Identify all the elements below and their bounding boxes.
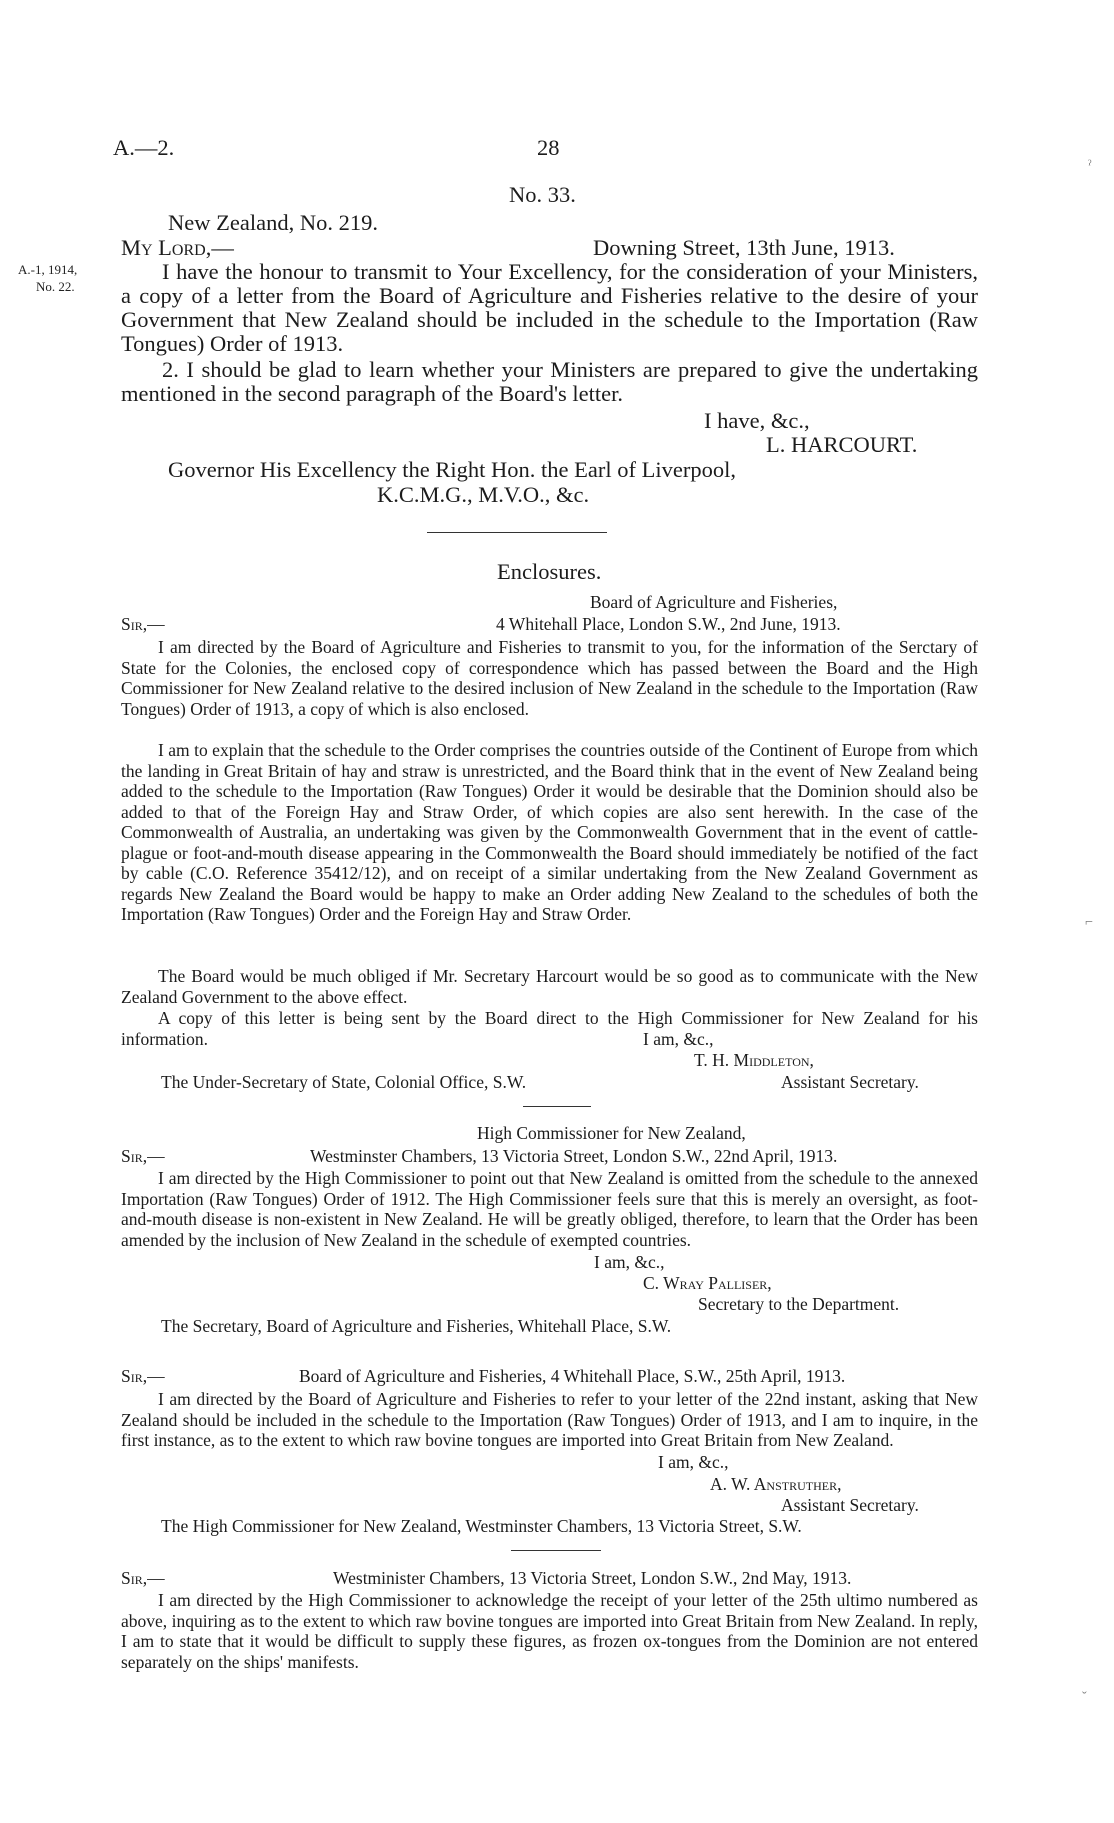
enc1-paragraph-2: I am to explain that the schedule to the Order comprises the countries outside of the Continent of Europe from which the landing in Great Britain of hay and straw is unrestricted, and the Board think that in the event of New Zealand being added to the schedule to the Importation (Raw Tongues) Order it would be desirable that the Dominion should also be added to that of the Foreign Hay and Straw Order, of which copies are also sent herewith. In the case of the Commonwealth of Australia, an undertaking was given by the Commonwealth Government that in the event of cattle-plague or foot-and-mouth disease appearing in the Commonwealth the Board should immediately be notified of the fact by cable (C.O. Reference 35412/12), and on receipt of a similar undertaking from the New Zealand Government as regards New Zealand the Board would be happy to make an Order adding New Zealand to the schedules of both the Importation (Raw Tongues) Order and the Foreign Hay and Straw Order. <box>121 740 978 924</box>
letter-paragraph-1: I have the honour to transmit to Your Excellency, for the consideration of your Ministers, a copy of a letter from the Board of Agriculture and Fisheries relative to the desire of your Government that New Zealand should be included in the schedule to the Importation (Raw Tongues) Order of 1913. <box>121 259 978 356</box>
enc2-paragraph-1: I am directed by the High Commissioner to point out that New Zealand is omitted from the schedule to the annexed Importation (Raw Tongues) Order of 1912. The High Commissioner feels sure that this is merely an oversight, as foot-and-mouth disease is non-existent in New Zealand. He will be greatly obliged, therefore, to learn that the Order has been amended by the inclusion of New Zealand in the schedule of exempted countries. <box>121 1168 978 1250</box>
letter-salutation: My Lord,— <box>121 235 234 260</box>
enc3-title: Assistant Secretary. <box>781 1495 919 1515</box>
letter-recipient-line2: K.C.M.G., M.V.O., &c. <box>377 482 590 507</box>
enc1-recipient: The Under-Secretary of State, Colonial Office, S.W. <box>161 1072 527 1092</box>
enc2-signature: C. Wray Palliser, <box>643 1273 772 1293</box>
enc1-paragraph-3: The Board would be much obliged if Mr. Secretary Harcourt would be so good as to communicate with the New Zealand Government to the above effect. <box>121 966 978 1007</box>
enc4-paragraph-1: I am directed by the High Commissioner to acknowledge the receipt of your letter of the 25th ultimo numbered as above, inquiring as to the extent to which raw bovine tongues are imported into Great Britain from New Zealand. In reply, I am to state that it would be difficult to supply these figures, as frozen ox-tongues from the Dominion are not entered separately on the ships' manifests. <box>121 1590 978 1672</box>
enc1-paragraph-1: I am directed by the Board of Agriculture and Fisheries to transmit to you, for the information of the Serctary of State for the Colonies, the enclosed copy of correspondence which has passed between the Board and the High Commissioner for New Zealand relative to the desired inclusion of New Zealand in the schedule to the Importation (Raw Tongues) Order of 1913, a copy of which is also enclosed. <box>121 637 978 719</box>
enc2-salutation: Sir,— <box>121 1146 165 1166</box>
letter-closing: I have, &c., <box>704 408 810 433</box>
enc2-address-line2: Westminster Chambers, 13 Victoria Street, London S.W., 22nd April, 1913. <box>310 1146 838 1166</box>
enc3-signature: A. W. Anstruther, <box>710 1474 842 1494</box>
page-number: 28 <box>537 135 560 160</box>
scan-mark: ˇ <box>1082 1690 1087 1705</box>
nz-reference: New Zealand, No. 219. <box>168 210 378 235</box>
letter-number: No. 33. <box>509 182 576 207</box>
section-divider <box>427 532 607 533</box>
enc4-salutation: Sir,— <box>121 1568 165 1588</box>
enc3-salutation: Sir,— <box>121 1366 165 1386</box>
enc1-closing: I am, &c., <box>643 1029 714 1049</box>
enclosure-divider-1 <box>523 1106 591 1107</box>
enc2-address-line1: High Commissioner for New Zealand, <box>477 1123 746 1143</box>
margin-note-line1: A.-1, 1914, <box>18 262 78 277</box>
enc2-closing: I am, &c., <box>594 1252 665 1272</box>
enclosures-heading: Enclosures. <box>497 559 602 584</box>
enc1-address-line2: 4 Whitehall Place, London S.W., 2nd June, 1913. <box>496 614 841 634</box>
letter-signature: L. HARCOURT. <box>766 432 918 457</box>
enc1-salutation: Sir,— <box>121 614 165 634</box>
enc3-closing: I am, &c., <box>658 1452 729 1472</box>
enc3-address: Board of Agriculture and Fisheries, 4 Whitehall Place, S.W., 25th April, 1913. <box>299 1366 846 1386</box>
document-reference: A.—2. <box>113 135 175 160</box>
enc1-address-line1: Board of Agriculture and Fisheries, <box>590 592 838 612</box>
enc3-paragraph-1: I am directed by the Board of Agriculture and Fisheries to refer to your letter of the 22nd instant, asking that New Zealand should be included in the schedule to the Importation (Raw Tongues) Order of 1913, and I am to inquire, in the first instance, as to the extent to which raw bovine tongues are imported into Great Britain from New Zealand. <box>121 1389 978 1450</box>
enc4-address: Westminister Chambers, 13 Victoria Street, London S.W., 2nd May, 1913. <box>333 1568 852 1588</box>
enc2-title: Secretary to the Department. <box>698 1294 900 1314</box>
enc1-paragraph-4: A copy of this letter is being sent by the Board direct to the High Commissioner for New Zealand for his information. <box>121 1008 978 1049</box>
enc3-recipient: The High Commissioner for New Zealand, Westminster Chambers, 13 Victoria Street, S.W. <box>161 1516 802 1536</box>
scan-mark: ⌐ <box>1085 915 1093 930</box>
enc2-recipient: The Secretary, Board of Agriculture and Fisheries, Whitehall Place, S.W. <box>161 1316 672 1336</box>
enc1-title: Assistant Secretary. <box>781 1072 919 1092</box>
margin-note-line2: No. 22. <box>36 279 75 294</box>
letter-recipient-line1: Governor His Excellency the Right Hon. the Earl of Liverpool, <box>168 457 736 482</box>
scan-mark: ˀ <box>1088 158 1092 173</box>
letter-address-date: Downing Street, 13th June, 1913. <box>593 235 895 260</box>
letter-paragraph-2: 2. I should be glad to learn whether your Ministers are prepared to give the undertaking mentioned in the second paragraph of the Board's letter. <box>121 357 978 406</box>
enc1-signature: T. H. Middleton, <box>694 1050 814 1070</box>
enclosure-divider-2 <box>511 1550 601 1551</box>
